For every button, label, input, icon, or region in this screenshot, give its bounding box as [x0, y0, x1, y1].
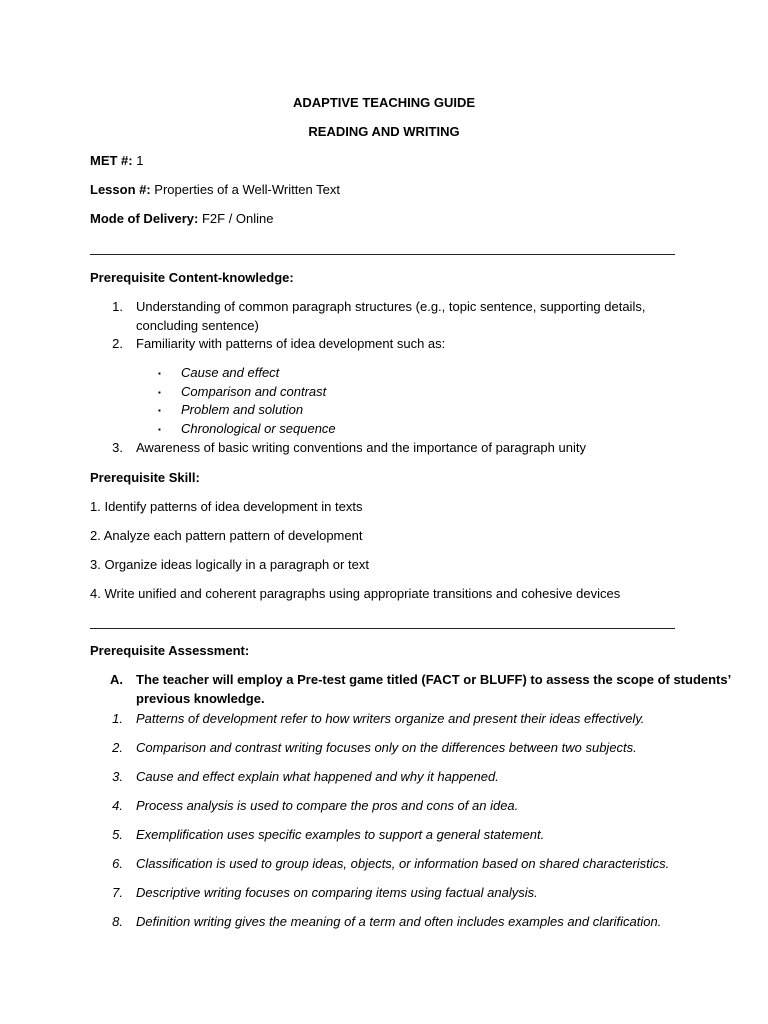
statement-number: 5. — [112, 827, 123, 842]
skill-heading: Prerequisite Skill: — [90, 470, 200, 485]
sub-list-item: Comparison and contrast — [181, 384, 327, 399]
delivery-line — [90, 209, 274, 228]
met-line — [90, 151, 143, 170]
statement-item: Cause and effect explain what happened and why it happened. — [136, 769, 499, 784]
statement-item: Patterns of development refer to how writers organize and present their ideas effectively. — [136, 711, 645, 726]
list-number: 2. — [112, 336, 123, 351]
statement-number: 1. — [112, 711, 123, 726]
lesson-value: Properties of a Well-Written Text — [150, 182, 340, 197]
list-item-continuation: concluding sentence) — [136, 318, 259, 333]
bullet-icon: ▪ — [158, 388, 161, 397]
document-title: ADAPTIVE TEACHING GUIDE — [292, 95, 475, 110]
statement-item: Exemplification uses specific examples to support a general statement. — [136, 827, 545, 842]
list-item: Understanding of common paragraph structures (e.g., topic sentence, supporting details, — [136, 299, 646, 314]
sub-list-item: Cause and effect — [181, 365, 280, 380]
list-item: Familiarity with patterns of idea development such as: — [136, 336, 446, 351]
statement-item: Classification is used to group ideas, objects, or information based on shared characteristics. — [136, 856, 670, 871]
statement-item: Process analysis is used to compare the pros and cons of an idea. — [136, 798, 519, 813]
bullet-icon: ▪ — [158, 425, 161, 434]
delivery-label: Mode of Delivery: — [90, 211, 199, 226]
skill-item: 3. Organize ideas logically in a paragraph or text — [90, 557, 369, 572]
assessment-instruction: The teacher will employ a Pre-test game titled (FACT or BLUFF) to assess the scope of students’ — [136, 672, 732, 687]
sub-list-item: Chronological or sequence — [181, 421, 336, 436]
met-value: 1 — [132, 153, 144, 168]
statement-number: 8. — [112, 914, 123, 929]
met-label: MET #: — [90, 153, 133, 168]
bullet-icon: ▪ — [158, 369, 161, 378]
skill-item: 2. Analyze each pattern pattern of development — [90, 528, 363, 543]
content-knowledge-heading: Prerequisite Content-knowledge: — [90, 270, 294, 285]
list-item: Awareness of basic writing conventions and the importance of paragraph unity — [136, 440, 586, 455]
statement-number: 3. — [112, 769, 123, 784]
assessment-label: A. — [110, 672, 123, 687]
list-number: 3. — [112, 440, 123, 455]
lesson-label: Lesson #: — [90, 182, 151, 197]
section-divider — [90, 254, 675, 255]
list-number: 1. — [112, 299, 123, 314]
lesson-line — [90, 180, 340, 199]
delivery-value: F2F / Online — [198, 211, 274, 226]
statement-number: 7. — [112, 885, 123, 900]
assessment-instruction-continuation: previous knowledge. — [136, 691, 265, 706]
statement-item: Comparison and contrast writing focuses only on the differences between two subjects. — [136, 740, 637, 755]
sub-list-item: Problem and solution — [181, 402, 304, 417]
bullet-icon: ▪ — [158, 406, 161, 415]
statement-number: 4. — [112, 798, 123, 813]
statement-number: 2. — [112, 740, 123, 755]
section-divider — [90, 628, 675, 629]
statement-number: 6. — [112, 856, 123, 871]
skill-item: 1. Identify patterns of idea development in texts — [90, 499, 363, 514]
statement-item: Definition writing gives the meaning of a term and often includes examples and clarification. — [136, 914, 662, 929]
assessment-heading: Prerequisite Assessment: — [90, 643, 250, 658]
document-subtitle: READING AND WRITING — [308, 124, 460, 139]
statement-item: Descriptive writing focuses on comparing items using factual analysis. — [136, 885, 538, 900]
skill-item: 4. Write unified and coherent paragraphs using appropriate transitions and cohesive devices — [90, 586, 621, 601]
